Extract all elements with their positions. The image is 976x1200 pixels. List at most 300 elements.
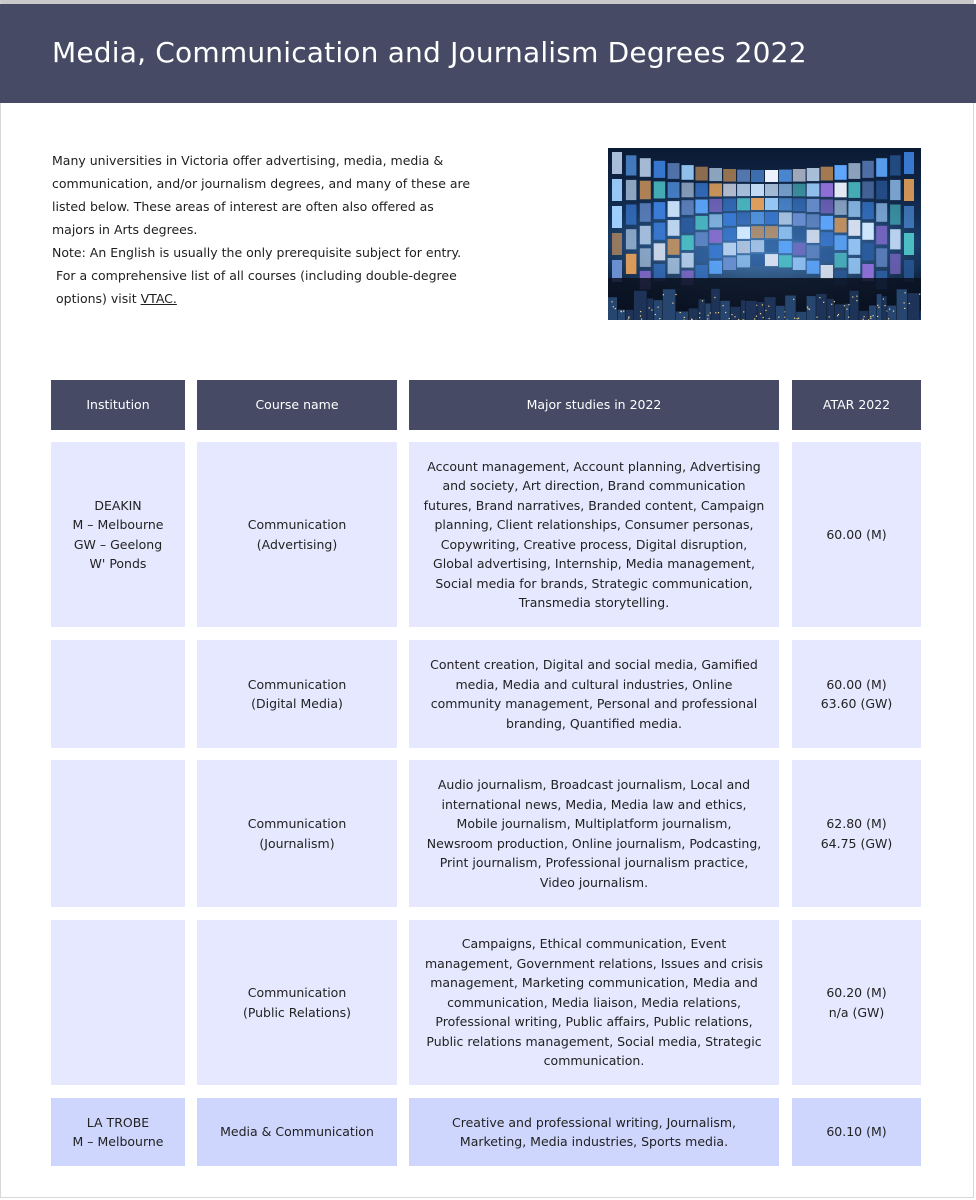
city-light bbox=[655, 314, 656, 315]
screen-tile bbox=[821, 200, 833, 214]
intro-vtac bbox=[52, 264, 472, 310]
screen-tile bbox=[751, 226, 764, 238]
city-light bbox=[731, 314, 732, 315]
institution-line: M – Melbourne bbox=[72, 1134, 164, 1149]
screen-tile bbox=[793, 199, 806, 212]
city-light bbox=[680, 312, 681, 313]
city-building bbox=[730, 307, 740, 320]
screen-tile bbox=[779, 212, 792, 224]
intro-paragraph: Many universities in Victoria offer advertising, media, media & communication, and/or journalism degrees, and many of these are listed below. These areas of interest are often also offered as majors in Arts degrees. bbox=[52, 153, 471, 237]
screen-tile bbox=[890, 180, 901, 200]
screen-tile bbox=[835, 183, 847, 198]
city-building bbox=[746, 301, 757, 320]
city-light bbox=[725, 312, 726, 313]
screen-tile bbox=[626, 155, 637, 175]
city-building bbox=[908, 293, 920, 320]
city-light bbox=[823, 302, 824, 303]
screen-tile bbox=[848, 220, 860, 236]
atar-line: 64.75 (GW) bbox=[820, 835, 893, 851]
page-header bbox=[0, 4, 976, 103]
screen-tile bbox=[668, 201, 680, 217]
city-light bbox=[798, 318, 799, 319]
city-building bbox=[835, 304, 845, 320]
intro-text bbox=[52, 149, 472, 310]
city-building bbox=[807, 296, 816, 320]
screen-tile bbox=[737, 184, 750, 196]
screen-tile bbox=[848, 201, 860, 217]
city-light bbox=[848, 304, 849, 305]
screen-tile bbox=[626, 180, 637, 200]
city-light bbox=[809, 309, 810, 310]
screen-tile bbox=[668, 258, 680, 274]
screen-tile bbox=[779, 184, 792, 196]
screen-tile bbox=[876, 203, 887, 222]
screen-tile bbox=[612, 206, 622, 228]
row2-institution bbox=[51, 640, 185, 748]
city-light bbox=[878, 307, 879, 308]
city-light bbox=[837, 315, 838, 316]
screen-tile bbox=[765, 226, 778, 238]
city-light bbox=[615, 308, 616, 309]
screen-tile bbox=[862, 181, 874, 198]
screen-tile bbox=[890, 205, 901, 225]
screen-tile bbox=[654, 161, 666, 178]
screen-tile bbox=[807, 230, 820, 243]
screen-tile bbox=[793, 228, 806, 241]
screen-tile bbox=[682, 253, 694, 268]
row5-majors: Creative and professional writing, Journalism, Marketing, Media industries, Sports media. bbox=[409, 1098, 779, 1166]
atar-line: 63.60 (GW) bbox=[820, 696, 893, 711]
city-building bbox=[711, 289, 720, 320]
city-light bbox=[621, 311, 622, 312]
city-light bbox=[613, 306, 614, 307]
city-light bbox=[807, 307, 808, 308]
screen-tile bbox=[862, 223, 874, 240]
vtac-link[interactable]: VTAC. bbox=[140, 291, 177, 306]
city-light bbox=[734, 316, 735, 317]
screen-tile bbox=[668, 220, 680, 236]
screen-tile bbox=[640, 158, 651, 177]
city-light bbox=[904, 302, 905, 303]
screen-tile bbox=[737, 227, 750, 239]
city-light bbox=[663, 294, 664, 295]
row1-atar bbox=[792, 442, 921, 627]
row3-atar bbox=[792, 760, 921, 907]
city-light bbox=[794, 318, 795, 319]
screen-tile bbox=[821, 183, 833, 197]
screen-tile bbox=[626, 254, 637, 274]
media-screens-illustration bbox=[608, 148, 921, 320]
page-title: Media, Communication and Journalism Degrees 2022 bbox=[52, 36, 807, 69]
city-light bbox=[831, 304, 832, 305]
row1-institution bbox=[51, 442, 185, 627]
city-light bbox=[877, 316, 878, 317]
city-building bbox=[705, 303, 710, 320]
screen-tile bbox=[807, 183, 820, 196]
row1-course bbox=[197, 442, 397, 627]
city-light bbox=[816, 317, 817, 318]
screen-tile bbox=[904, 233, 914, 255]
screen-tile bbox=[807, 168, 820, 181]
screen-tile bbox=[876, 226, 887, 245]
city-light bbox=[612, 301, 613, 302]
atar-line: 60.00 (M) bbox=[826, 676, 887, 692]
city-building bbox=[850, 291, 859, 320]
screen-tile bbox=[626, 229, 637, 249]
screen-tile bbox=[862, 202, 874, 219]
screen-tile bbox=[723, 184, 736, 197]
screen-tile bbox=[751, 170, 764, 182]
screen-tile bbox=[695, 216, 707, 230]
screen-tile bbox=[807, 199, 820, 212]
city-light bbox=[640, 315, 641, 316]
screen-tile bbox=[723, 169, 736, 182]
city-building bbox=[699, 299, 705, 320]
city-light bbox=[893, 311, 894, 312]
row2-majors: Content creation, Digital and social media, Gamified media, Media and cultural industries, Online community management, Personal and professional branding, Quantified media. bbox=[409, 640, 779, 748]
city-light bbox=[769, 318, 770, 319]
screen-tile bbox=[612, 152, 622, 174]
city-light bbox=[659, 318, 660, 319]
screen-tile bbox=[695, 265, 707, 279]
screen-tile bbox=[709, 199, 722, 212]
screen-tile bbox=[612, 179, 622, 201]
city-light bbox=[658, 307, 659, 308]
row3-majors: Audio journalism, Broadcast journalism, Local and international news, Media, Media law and ethics, Mobile journalism, Multiplatform journalism, Newsroom production, Online journalism, Podcasting, Print journalism, Professional journalism practice, Video journalism. bbox=[409, 760, 779, 907]
atar-line: 60.20 (M) bbox=[826, 985, 887, 1000]
city-light bbox=[760, 313, 761, 314]
screen-tile bbox=[821, 232, 833, 246]
screen-tile bbox=[821, 249, 833, 263]
city-building bbox=[663, 289, 676, 320]
city-light bbox=[889, 309, 890, 310]
screen-tile bbox=[765, 184, 778, 196]
city-light bbox=[829, 316, 830, 317]
city-building bbox=[689, 308, 698, 320]
screen-tile bbox=[876, 248, 887, 267]
course-line: Communication bbox=[247, 676, 347, 692]
course-line: Communication bbox=[247, 517, 347, 532]
screen-tile bbox=[751, 254, 764, 266]
city-building bbox=[626, 310, 634, 320]
screen-tile bbox=[723, 213, 736, 226]
screen-tile bbox=[654, 243, 666, 260]
screen-tile bbox=[723, 257, 736, 270]
screen-tile bbox=[848, 258, 860, 274]
city-light bbox=[834, 301, 835, 302]
screen-tile bbox=[612, 233, 622, 255]
institution-line: W' Ponds bbox=[89, 556, 147, 571]
screen-tile bbox=[793, 243, 806, 256]
row2-atar bbox=[792, 640, 921, 748]
city-light bbox=[672, 303, 673, 304]
course-line: (Digital Media) bbox=[251, 696, 343, 711]
atar-line: n/a (GW) bbox=[828, 1004, 885, 1020]
screen-tile bbox=[848, 239, 860, 255]
city-building bbox=[869, 306, 876, 321]
screen-tile bbox=[737, 212, 750, 224]
row3-course bbox=[197, 760, 397, 907]
city-light bbox=[707, 318, 708, 319]
screen-tile bbox=[779, 255, 792, 267]
screen-tile bbox=[890, 155, 901, 175]
city-light bbox=[715, 312, 716, 313]
course-line: Communication bbox=[247, 816, 347, 831]
screen-tile bbox=[695, 232, 707, 246]
city-light bbox=[838, 314, 839, 315]
city-light bbox=[848, 317, 849, 318]
screen-tile bbox=[765, 198, 778, 210]
screen-tile bbox=[821, 265, 833, 279]
city-building bbox=[920, 311, 921, 321]
screen-tile bbox=[765, 212, 778, 224]
city-light bbox=[640, 311, 641, 312]
screen-tile bbox=[709, 230, 722, 243]
institution-line: GW – Geelong bbox=[73, 536, 163, 552]
city-light bbox=[808, 308, 809, 309]
city-light bbox=[718, 312, 719, 313]
screen-tile bbox=[640, 203, 651, 222]
city-light bbox=[856, 300, 857, 301]
city-light bbox=[765, 310, 766, 311]
row4-institution bbox=[51, 920, 185, 1085]
city-light bbox=[888, 318, 889, 319]
city-light bbox=[684, 320, 685, 321]
row4-course bbox=[197, 920, 397, 1085]
screen-tile bbox=[807, 214, 820, 227]
screen-tile bbox=[654, 202, 666, 219]
city-light bbox=[627, 320, 628, 321]
screen-tile bbox=[640, 248, 651, 267]
city-light bbox=[864, 316, 865, 317]
institution-line: LA TROBE bbox=[86, 1114, 150, 1130]
screen-tile bbox=[723, 228, 736, 241]
screen-tile bbox=[821, 216, 833, 230]
header-course-name: Course name bbox=[197, 380, 397, 430]
row4-atar bbox=[792, 920, 921, 1085]
course-line: (Public Relations) bbox=[242, 1004, 352, 1020]
city-light bbox=[852, 296, 853, 297]
screen-tile bbox=[848, 163, 860, 179]
course-line: Media & Communication bbox=[220, 1124, 374, 1140]
screen-tile bbox=[779, 241, 792, 253]
screen-tile bbox=[890, 254, 901, 274]
screen-tile bbox=[668, 182, 680, 198]
city-building bbox=[720, 301, 730, 320]
screen-tile bbox=[779, 198, 792, 210]
screen-tile bbox=[807, 261, 820, 274]
row1-majors: Account management, Account planning, Advertising and society, Art direction, Brand communication futures, Brand narratives, Branded content, Campaign planning, Client relationships, Consumer personas, Copywriting, Creative process, Digital disruption, Global advertising, Internship, Media management, Social media for brands, Strategic communication, Transmedia storytelling. bbox=[409, 442, 779, 627]
header-institution: Institution bbox=[51, 380, 185, 430]
screen-tile bbox=[835, 235, 847, 250]
screen-tile bbox=[695, 183, 707, 197]
institution-line: M – Melbourne bbox=[72, 517, 164, 532]
screen-tile bbox=[640, 226, 651, 245]
city-light bbox=[873, 315, 874, 316]
screen-tile bbox=[807, 245, 820, 258]
city-light bbox=[793, 299, 794, 300]
screen-tile bbox=[668, 239, 680, 255]
city-building bbox=[882, 296, 887, 320]
city-light bbox=[778, 317, 779, 318]
screen-tile bbox=[793, 169, 806, 182]
screen-tile bbox=[793, 184, 806, 197]
screen-tile bbox=[751, 212, 764, 224]
city-light bbox=[863, 319, 864, 320]
institution-line: DEAKIN bbox=[94, 497, 142, 513]
screen-tile bbox=[765, 170, 778, 182]
city-light bbox=[754, 318, 755, 319]
screen-tile bbox=[904, 179, 914, 201]
screen-tile bbox=[904, 152, 914, 174]
row5-atar bbox=[792, 1098, 921, 1166]
city-light bbox=[904, 308, 905, 309]
city-light bbox=[675, 294, 676, 295]
city-light bbox=[885, 305, 886, 306]
screen-tile bbox=[751, 240, 764, 252]
city-light bbox=[743, 311, 744, 312]
city-light bbox=[819, 297, 820, 298]
city-light bbox=[628, 318, 629, 319]
screen-tile bbox=[779, 170, 792, 182]
screen-tile bbox=[862, 161, 874, 178]
header-atar: ATAR 2022 bbox=[792, 380, 921, 430]
city-light bbox=[708, 315, 709, 316]
city-building bbox=[816, 294, 826, 320]
screen-tile bbox=[709, 168, 722, 181]
city-light bbox=[684, 317, 685, 318]
city-light bbox=[623, 311, 624, 312]
screen-tile bbox=[654, 223, 666, 240]
city-building bbox=[776, 306, 785, 320]
screen-tile bbox=[793, 257, 806, 270]
city-light bbox=[856, 296, 857, 297]
screen-tile bbox=[682, 200, 694, 215]
screen-tile bbox=[640, 181, 651, 200]
city-light bbox=[844, 305, 845, 306]
screen-tile bbox=[876, 158, 887, 177]
screen-tile bbox=[682, 183, 694, 198]
screen-tile bbox=[835, 218, 847, 233]
row5-course bbox=[197, 1098, 397, 1166]
screen-tile bbox=[904, 206, 914, 228]
city-light bbox=[641, 319, 642, 320]
city-light bbox=[919, 294, 920, 295]
city-building bbox=[887, 306, 896, 320]
city-light bbox=[870, 318, 871, 319]
screen-tile bbox=[709, 214, 722, 227]
vtac-text: For a comprehensive list of all courses (including double-degree options) visit bbox=[56, 268, 457, 306]
intro-note: Note: An English is usually the only prerequisite subject for entry. bbox=[52, 245, 462, 260]
screen-tile bbox=[835, 253, 847, 268]
city-building bbox=[647, 298, 653, 320]
city-light bbox=[883, 299, 884, 300]
screen-tile bbox=[765, 240, 778, 252]
city-building bbox=[741, 300, 745, 320]
city-light bbox=[797, 318, 798, 319]
atar-line: 60.00 (M) bbox=[826, 526, 887, 542]
city-light bbox=[877, 305, 878, 306]
atar-line: 62.80 (M) bbox=[826, 816, 887, 831]
screen-tile bbox=[695, 167, 707, 181]
screen-tile bbox=[695, 200, 707, 214]
media-screens-image bbox=[608, 148, 921, 320]
screen-tile bbox=[779, 227, 792, 239]
city-light bbox=[649, 307, 650, 308]
course-line: (Journalism) bbox=[259, 835, 335, 851]
course-line: Communication bbox=[247, 985, 347, 1000]
screen-tile bbox=[709, 261, 722, 274]
city-light bbox=[699, 313, 700, 314]
city-light bbox=[768, 306, 769, 307]
screen-tile bbox=[709, 245, 722, 258]
screen-tile bbox=[654, 181, 666, 198]
city-light bbox=[846, 309, 847, 310]
header-major-studies: Major studies in 2022 bbox=[409, 380, 779, 430]
city-light bbox=[723, 305, 724, 306]
course-line: (Advertising) bbox=[256, 536, 338, 552]
screen-tile bbox=[751, 198, 764, 210]
screen-tile bbox=[848, 182, 860, 198]
row5-institution bbox=[51, 1098, 185, 1166]
city-light bbox=[756, 316, 757, 317]
screen-tile bbox=[765, 254, 778, 266]
screen-tile bbox=[723, 243, 736, 256]
city-light bbox=[702, 300, 703, 301]
screen-tile bbox=[737, 255, 750, 267]
screen-tile bbox=[682, 165, 694, 180]
screen-tile bbox=[821, 167, 833, 181]
screen-tile bbox=[862, 243, 874, 260]
city-building bbox=[764, 297, 775, 320]
screen-tile bbox=[890, 229, 901, 249]
screen-tile bbox=[835, 200, 847, 215]
row3-institution bbox=[51, 760, 185, 907]
screen-tile bbox=[876, 181, 887, 200]
screen-tile bbox=[626, 205, 637, 225]
city-building bbox=[676, 312, 688, 321]
city-building bbox=[654, 300, 662, 320]
city-light bbox=[692, 319, 693, 320]
city-light bbox=[738, 319, 739, 320]
city-light bbox=[909, 303, 910, 304]
city-light bbox=[905, 292, 906, 293]
screen-tile bbox=[709, 183, 722, 196]
screen-tile bbox=[751, 184, 764, 196]
row4-majors: Campaigns, Ethical communication, Event management, Government relations, Issues and crisis management, Marketing communication, Media and communication, Media liaison, Media relations, Professional writing, Public affairs, Public relations, Public relations management, Social media, Strategic communication. bbox=[409, 920, 779, 1085]
city-light bbox=[699, 317, 700, 318]
city-light bbox=[763, 317, 764, 318]
city-light bbox=[710, 312, 711, 313]
city-light bbox=[870, 316, 871, 317]
city-light bbox=[762, 304, 763, 305]
city-building bbox=[897, 289, 907, 320]
screen-tile bbox=[695, 249, 707, 263]
city-light bbox=[729, 318, 730, 319]
screen-tile bbox=[682, 235, 694, 250]
screen-tile bbox=[737, 198, 750, 210]
city-light bbox=[651, 309, 652, 310]
screen-tile bbox=[737, 241, 750, 253]
city-light bbox=[628, 316, 629, 317]
screen-tile bbox=[835, 165, 847, 180]
screen-tile bbox=[682, 218, 694, 233]
screen-tile bbox=[737, 170, 750, 182]
row2-course bbox=[197, 640, 397, 748]
screen-tile bbox=[668, 163, 680, 179]
screen-tile bbox=[723, 199, 736, 212]
screen-tile bbox=[793, 213, 806, 226]
